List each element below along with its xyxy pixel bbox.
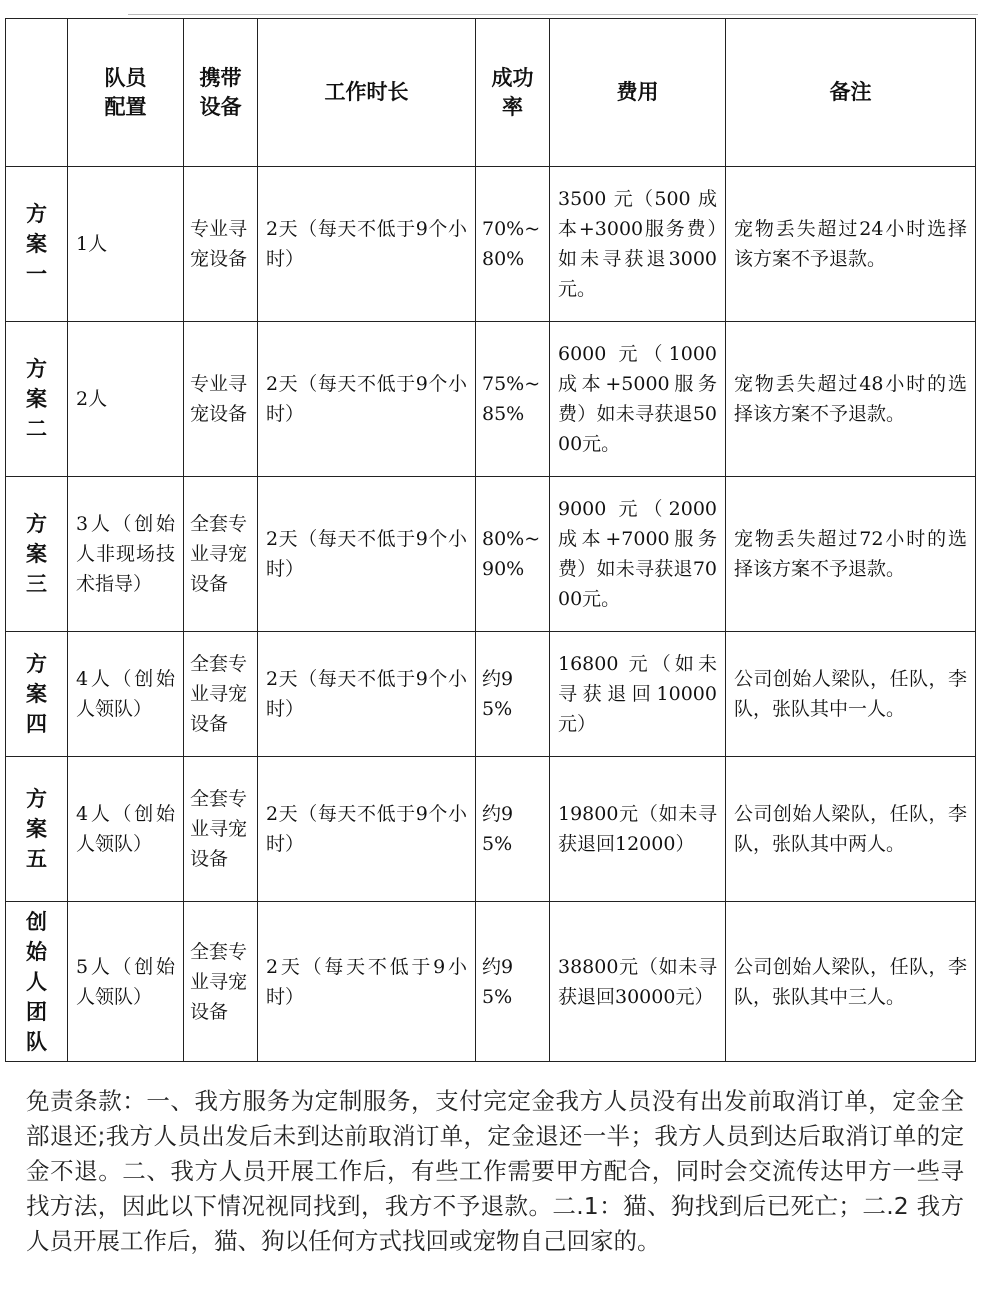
notes-cell: 宠物丢失超过48小时的选择该方案不予退款。 — [726, 322, 976, 477]
equipment-cell: 全套专业寻宠设备 — [184, 477, 258, 632]
members-cell: 2人 — [68, 322, 184, 477]
success-rate-cell: 70%~80% — [476, 167, 550, 322]
header-fee: 费用 — [550, 19, 726, 167]
fee-cell: 38800元（如未寻获退回30000元） — [550, 902, 726, 1062]
row-label: 方案一 — [6, 167, 68, 322]
disclaimer-text: 免责条款：一、我方服务为定制服务，支付完定金我方人员没有出发前取消订单，定金全部退还;我方人员出发后未到达前取消订单，定金退还一半；我方人员到达后取消订单的定金不退。二、我方人员开展工作后，有些工作需要甲方配合，同时会交流传达甲方一些寻找方法，因此以下情况视同找到，我方不予退款。二.1：猫、狗找到后已死亡；二.2 我方人员开展工作后，猫、狗以任何方式找回或宠物自己回家的。 — [26, 1087, 964, 1255]
success-rate-cell: 约95% — [476, 632, 550, 757]
header-members: 队员配置 — [68, 19, 184, 167]
success-rate-cell: 约95% — [476, 902, 550, 1062]
notes-cell: 公司创始人梁队，任队，李队，张队其中三人。 — [726, 902, 976, 1062]
members-cell: 5人（创始人领队） — [68, 902, 184, 1062]
duration-cell: 2天（每天不低于9个小时） — [258, 757, 476, 902]
header-equipment: 携带设备 — [184, 19, 258, 167]
notes-cell: 公司创始人梁队，任队，李队，张队其中一人。 — [726, 632, 976, 757]
fee-cell: 9000 元（2000 成本+7000服务费）如未寻获退7000元。 — [550, 477, 726, 632]
fee-cell: 16800 元（如未寻获退回10000元） — [550, 632, 726, 757]
table-row — [6, 757, 976, 902]
equipment-cell: 专业寻宠设备 — [184, 322, 258, 477]
equipment-cell: 全套专业寻宠设备 — [184, 632, 258, 757]
notes-cell: 公司创始人梁队，任队，李队，张队其中两人。 — [726, 757, 976, 902]
notes-cell: 宠物丢失超过24小时选择该方案不予退款。 — [726, 167, 976, 322]
success-rate-cell: 75%~85% — [476, 322, 550, 477]
duration-cell: 2天（每天不低于9个小时） — [258, 167, 476, 322]
duration-cell: 2天（每天不低于9小时） — [258, 902, 476, 1062]
equipment-cell: 全套专业寻宠设备 — [184, 902, 258, 1062]
row-label: 方案三 — [6, 477, 68, 632]
success-rate-cell: 80%~90% — [476, 477, 550, 632]
header-success-rate: 成功率 — [476, 19, 550, 167]
table-row — [6, 902, 976, 1062]
members-cell: 4人（创始人领队） — [68, 632, 184, 757]
row-label: 方案四 — [6, 632, 68, 757]
pricing-table — [5, 18, 976, 1062]
members-cell: 1人 — [68, 167, 184, 322]
members-cell: 3人（创始人非现场技术指导） — [68, 477, 184, 632]
table-row — [6, 167, 976, 322]
header-blank — [6, 19, 68, 167]
notes-cell: 宠物丢失超过72小时的选择该方案不予退款。 — [726, 477, 976, 632]
row-label: 创始人团队 — [6, 902, 68, 1062]
members-cell: 4人（创始人领队） — [68, 757, 184, 902]
header-notes: 备注 — [726, 19, 976, 167]
duration-cell: 2天（每天不低于9个小时） — [258, 322, 476, 477]
fee-cell: 6000 元（1000 成本+5000服务费）如未寻获退5000元。 — [550, 322, 726, 477]
header-duration: 工作时长 — [258, 19, 476, 167]
fee-cell: 3500 元（500 成本+3000服务费）如未寻获退3000元。 — [550, 167, 726, 322]
table-row — [6, 322, 976, 477]
equipment-cell: 专业寻宠设备 — [184, 167, 258, 322]
duration-cell: 2天（每天不低于9个小时） — [258, 477, 476, 632]
equipment-cell: 全套专业寻宠设备 — [184, 757, 258, 902]
fee-cell: 19800元（如未寻获退回12000） — [550, 757, 726, 902]
table-row — [6, 477, 976, 632]
table-row — [6, 632, 976, 757]
row-label: 方案五 — [6, 757, 68, 902]
top-rule — [128, 14, 978, 15]
success-rate-cell: 约95% — [476, 757, 550, 902]
duration-cell: 2天（每天不低于9个小时） — [258, 632, 476, 757]
row-label: 方案二 — [6, 322, 68, 477]
header-row — [6, 19, 976, 167]
